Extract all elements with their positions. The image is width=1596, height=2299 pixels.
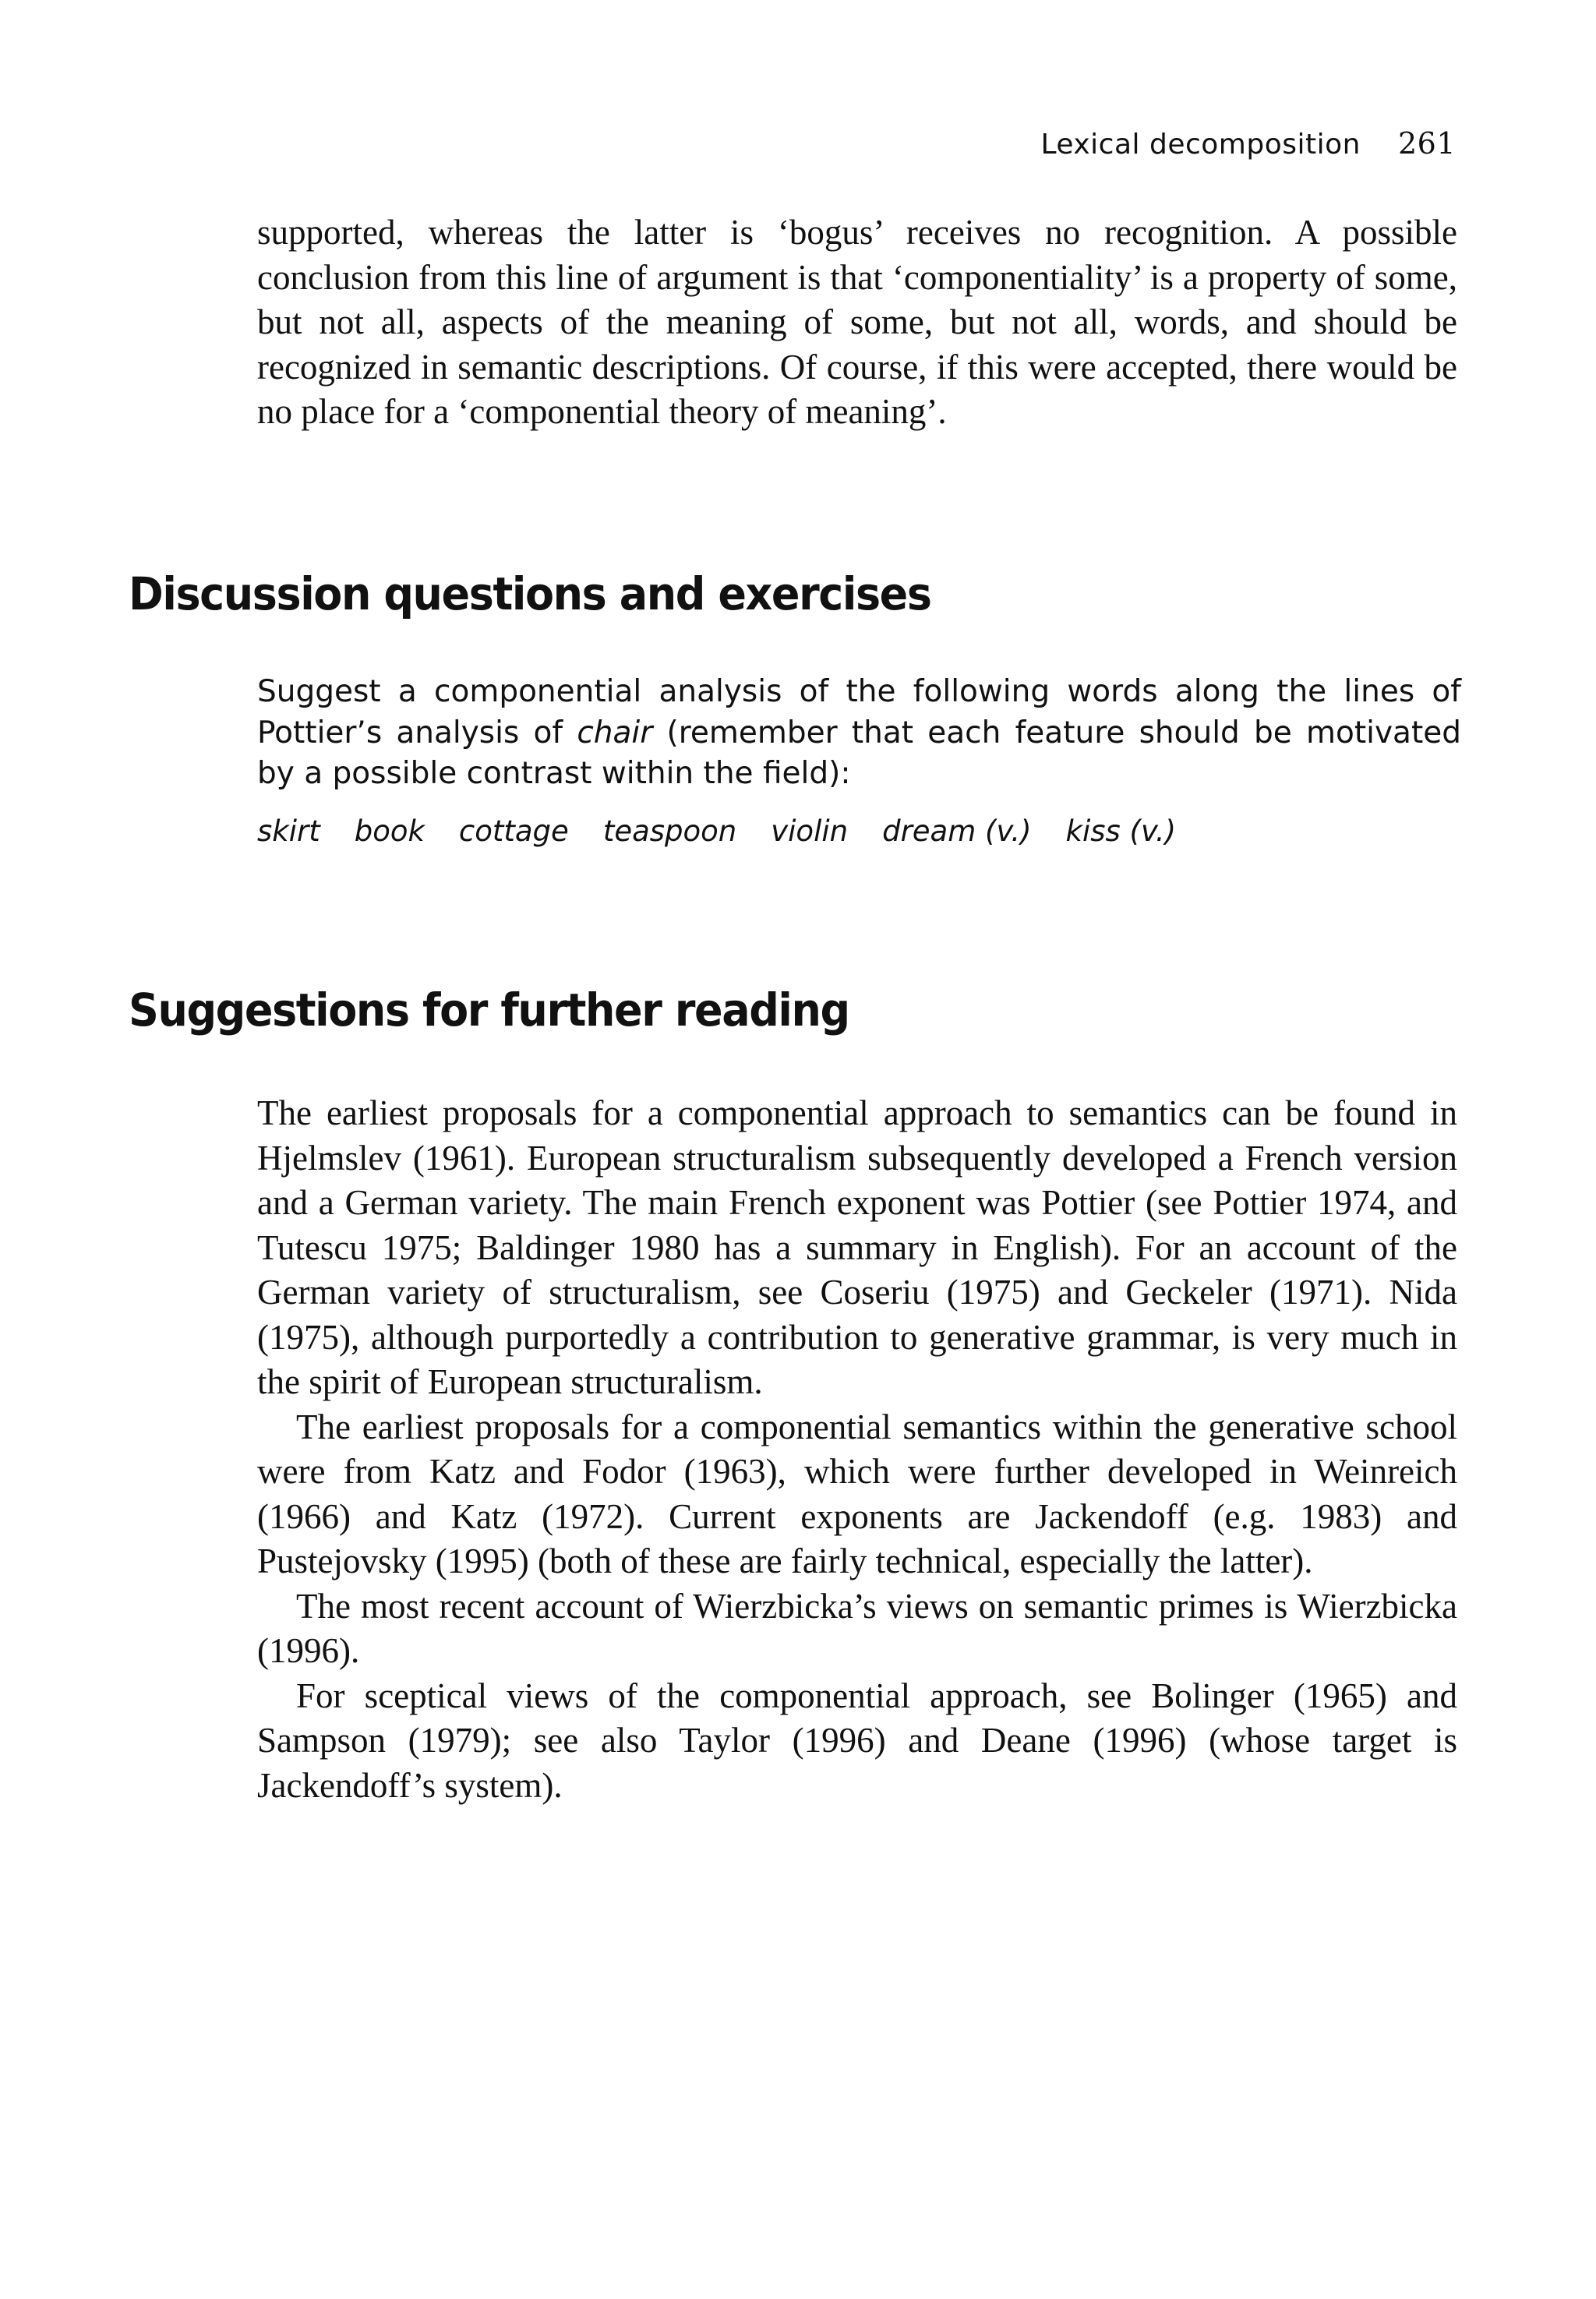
word-item: kiss (v.) [1065, 814, 1177, 848]
further-reading-text [257, 1091, 1457, 1808]
page-number: 261 [1397, 126, 1456, 161]
exercise-text-after: (remember that each feature should be motivated by a possible contrast within the field): [257, 715, 1461, 791]
running-header [1040, 126, 1456, 161]
word-item: book [354, 814, 425, 848]
word-item: skirt [257, 814, 320, 848]
reading-paragraph: For sceptical views of the componential approach, see Bolinger (1965) and Sampson (1979); see also Taylor (1996) and Deane (1996) (whose target is Jackendoff’s system). [257, 1676, 1457, 1805]
intro-text [257, 210, 1457, 435]
running-title: Lexical decomposition [1040, 129, 1361, 161]
reading-paragraph: The earliest proposals for a componential semantics within the generative school were from Katz and Fodor (1963), which were further developed in Weinreich (1966) and Katz (1972). Current exponents are Jackendoff (e.g. 1983) and Pustejovsky (1995) (both of these are fairly technical, especially the latter). [257, 1407, 1457, 1580]
discussion-heading: Discussion questions and exercises [129, 567, 931, 620]
exercise-italic-word: chair [577, 715, 653, 750]
intro-paragraph: supported, whereas the latter is ‘bogus’ receives no recognition. A possible conclusion from this line of argument is that ‘componentiality’ is a property of some, but not all, aspects of the meaning of some, but not all, words, and should be recognized in semantic descriptions. Of course, if this were accepted, there would be no place for a ‘componential theory of meaning’. [257, 213, 1457, 431]
word-item: violin [771, 814, 849, 848]
word-item: teaspoon [602, 814, 737, 848]
exercise-paragraph [257, 672, 1461, 795]
further-reading-heading: Suggestions for further reading [129, 984, 849, 1036]
exercise-word-list [257, 814, 1210, 848]
reading-paragraph: The earliest proposals for a componential approach to semantics can be found in Hjelmslev (1961). European structuralism subsequently developed a French version and a German variety. The main French exponent was Pottier (see Pottier 1974, and Tutescu 1975; Baldinger 1980 has a summary in English). For an account of the German variety of structuralism, see Coseriu (1975) and Geckeler (1971). Nida (1975), although purportedly a contribution to generative grammar, is very much in the spirit of European structuralism. [257, 1093, 1457, 1401]
reading-paragraph: The most recent account of Wierzbicka’s views on semantic primes is Wierzbicka (1996). [257, 1586, 1457, 1670]
word-item: dream (v.) [882, 814, 1032, 848]
word-item: cottage [458, 814, 569, 848]
exercise-text-before: Suggest a componential analysis of the following words along the lines of Pottier’s analysis of [257, 674, 1461, 750]
